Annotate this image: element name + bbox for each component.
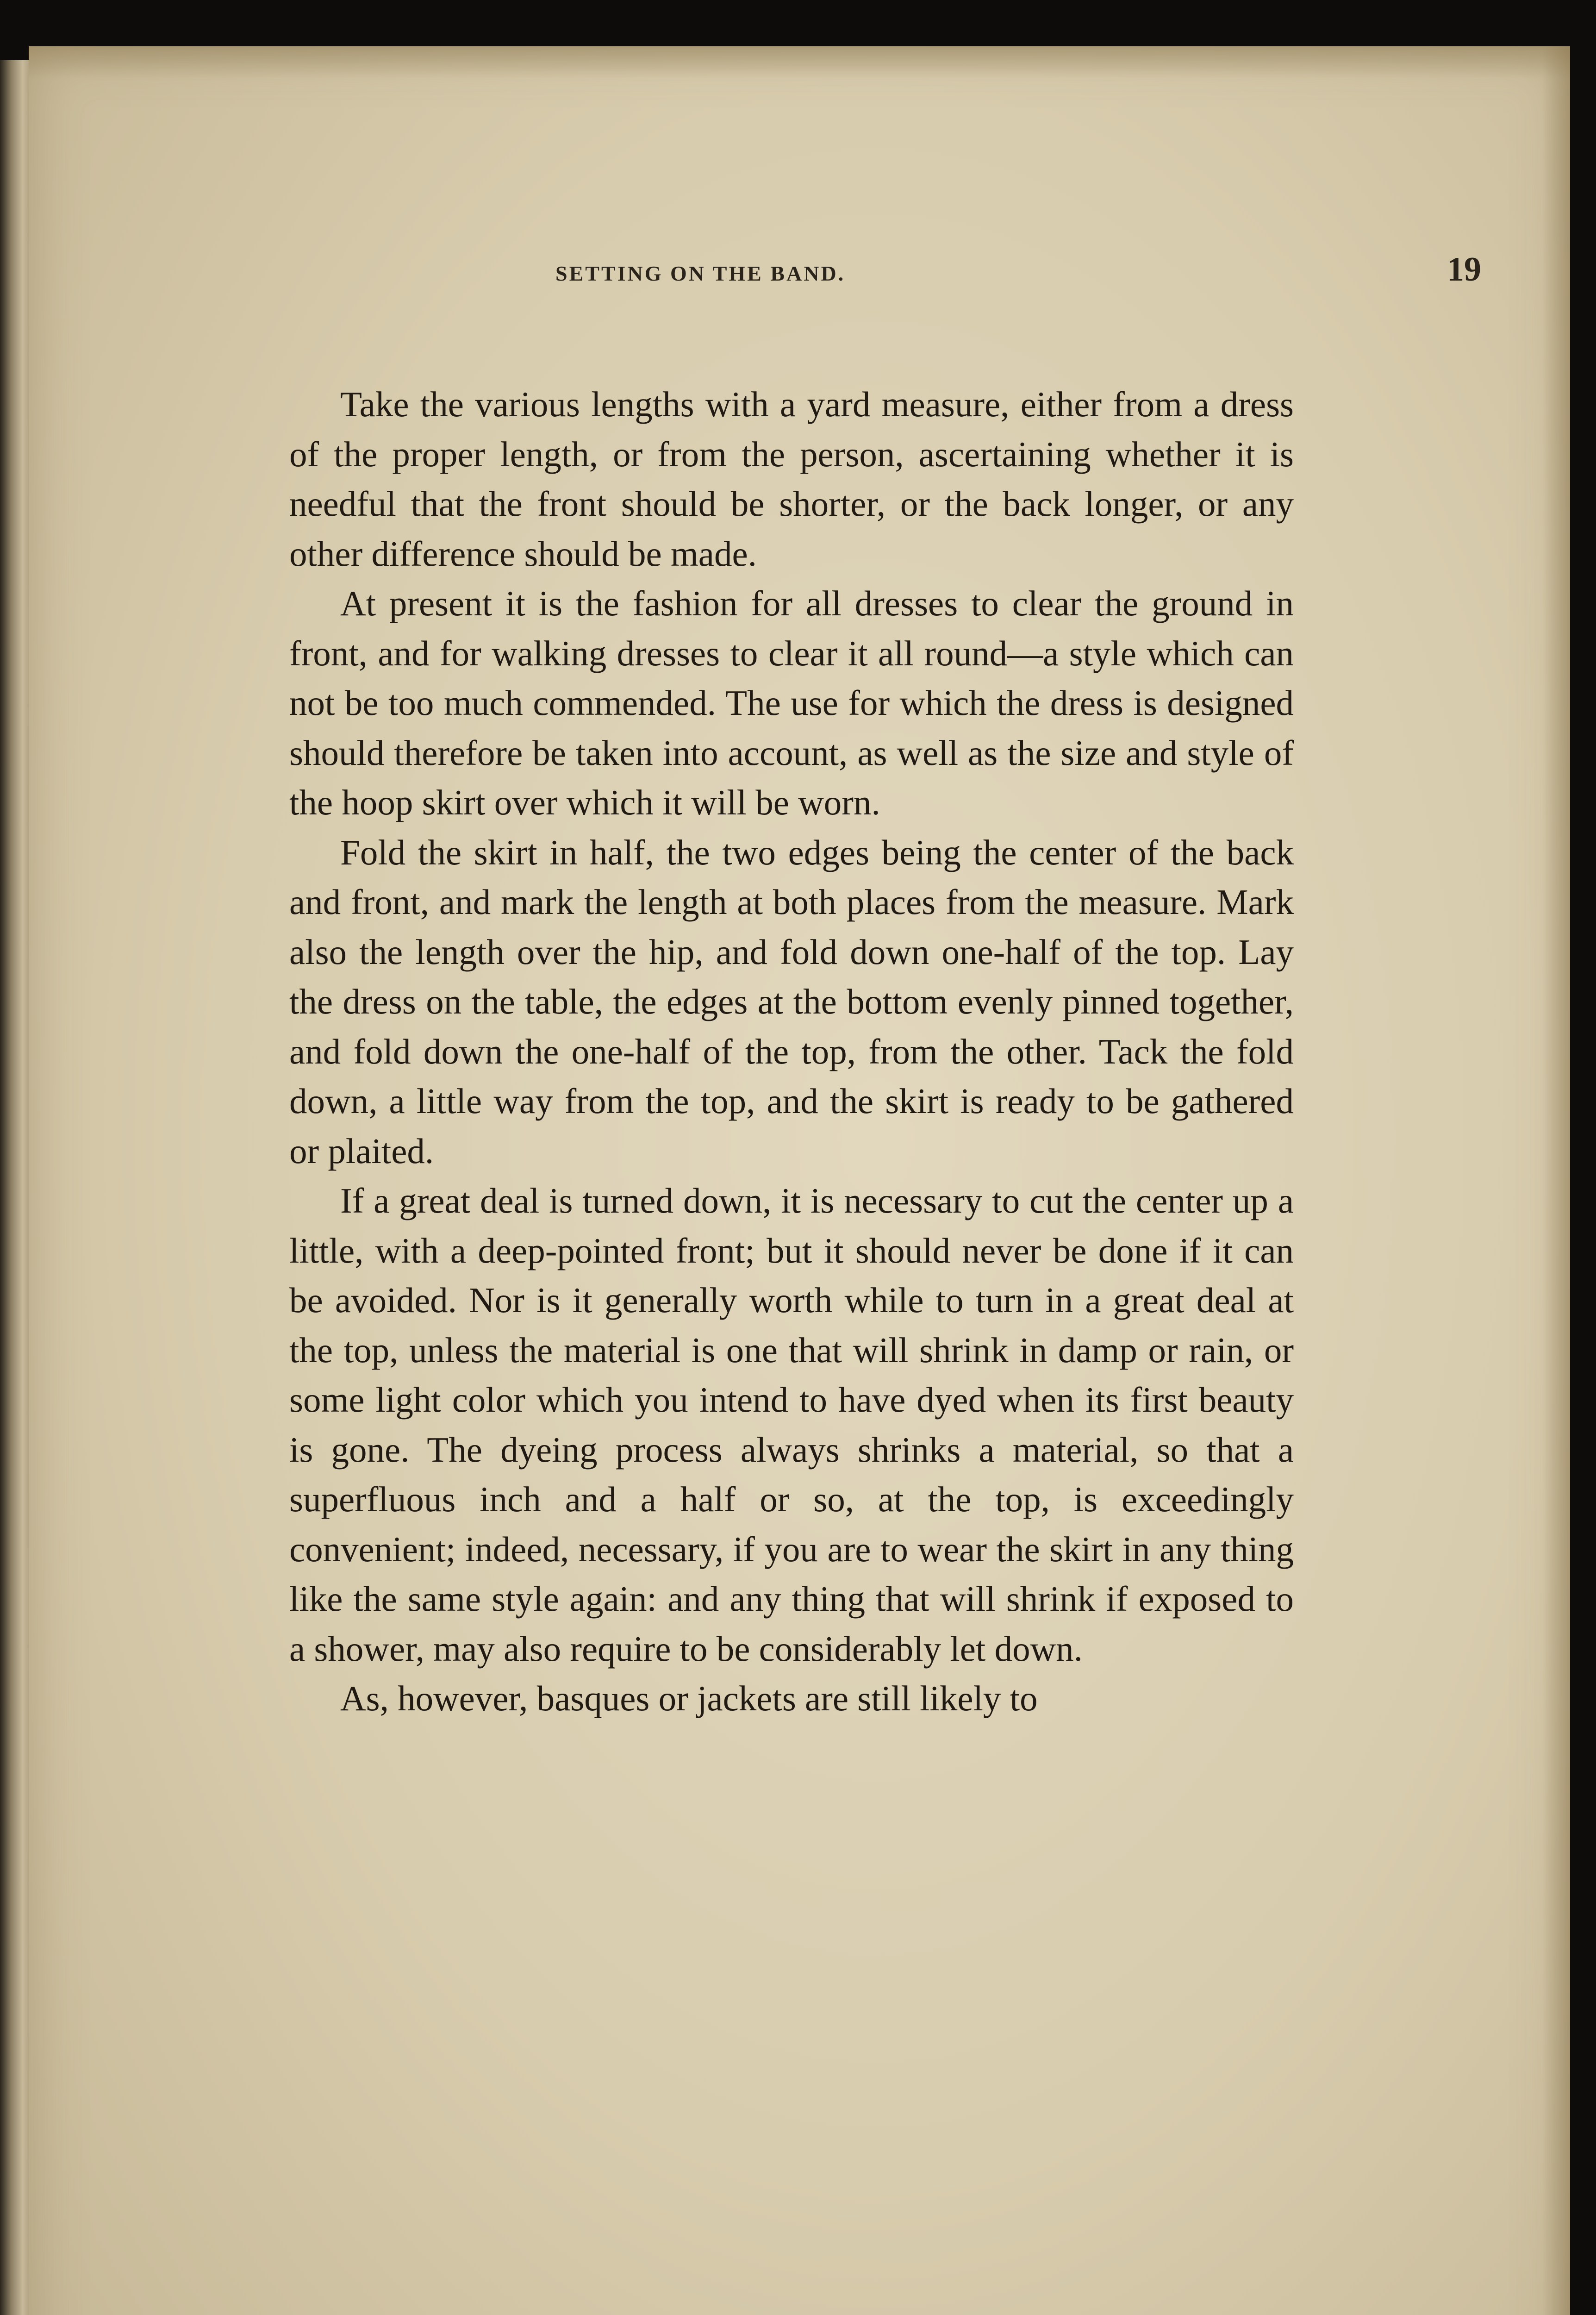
running-title: SETTING ON THE BAND. — [555, 262, 846, 285]
body-text — [289, 380, 1294, 1724]
page-right-edge — [1542, 46, 1570, 2315]
paragraph: Fold the skirt in half, the two edges being the center of the back and front, and mark the length at both places from the measure. Mark also the length over the hip, and fold down one-half of the top. Lay the dress on the table, the edges at the bottom evenly pinned together, and fold down the one-half of the top, from the other. Tack the fold down, a little way from the top, and the skirt is ready to be gathered or plaited. — [289, 832, 1294, 1171]
running-header — [463, 250, 1481, 296]
paragraph: Take the various lengths with a yard measure, either from a dress of the proper length, or from the person, ascertaining whether it is needful that the front should be shorter, or the back longer, or any other difference should be made. — [289, 384, 1294, 574]
facing-page-edge — [0, 60, 32, 2315]
page-top-edge — [29, 46, 1570, 79]
paragraph: At present it is the fashion for all dresses to clear the ground in front, and for walking dresses to clear it all round—a style which can not be too much commended. The use for which the dress is designed should therefore be taken into account, as well as the size and style of the hoop skirt over which it will be worn. — [289, 583, 1294, 822]
paragraph: As, however, basques or jackets are still likely to — [340, 1678, 1038, 1718]
page-number: 19 — [1447, 250, 1481, 288]
paragraph: If a great deal is turned down, it is necessary to cut the center up a little, with a deep-pointed front; but it should never be done if it can be avoided. Nor is it generally worth while to turn in a great deal at the top, unless the material is one that will shrink in damp or rain, or some light color which you intend to have dyed when its first beauty is gone. The dyeing process always shrinks a material, so that a superfluous inch and a half or so, at the top, is exceedingly convenient; indeed, necessary, if you are to wear the skirt in any thing like the same style again: and any thing that will shrink if exposed to a shower, may also require to be considerably let down. — [289, 1181, 1294, 1669]
